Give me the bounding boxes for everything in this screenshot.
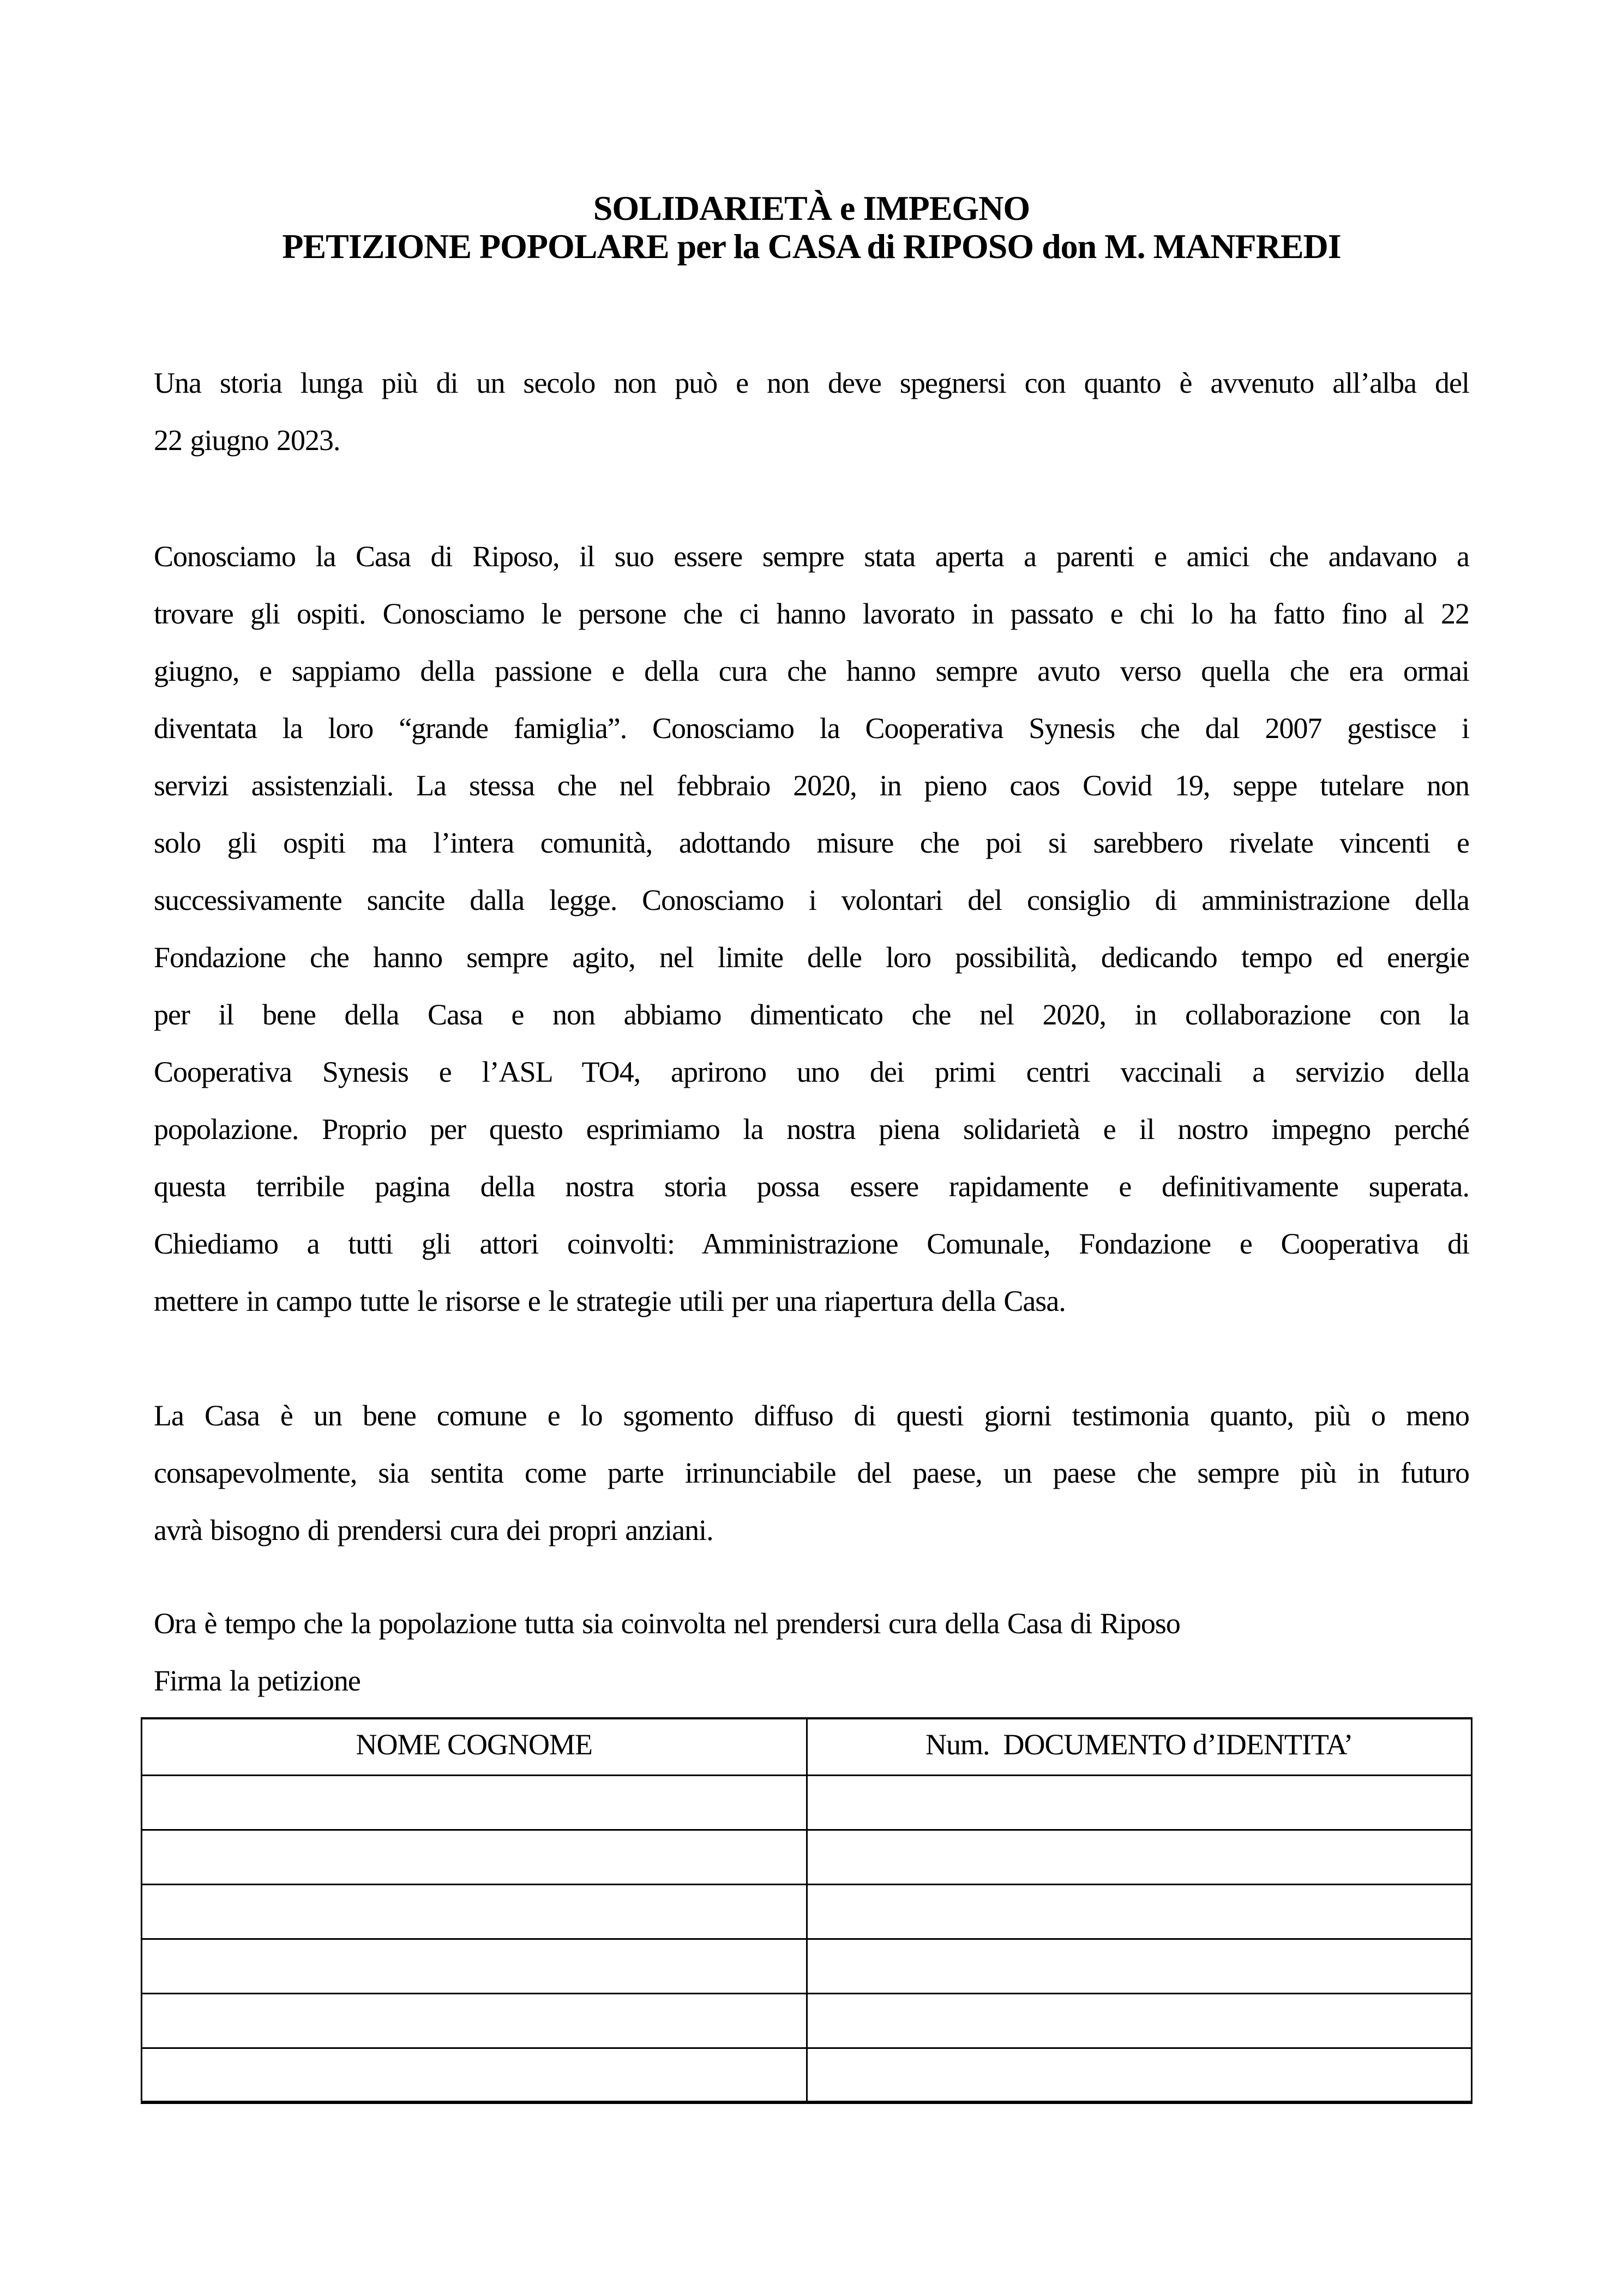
document-title-line-2: PETIZIONE POPOLARE per la CASA di RIPOSO don M. MANFREDI — [282, 227, 1341, 266]
table-header-row — [142, 1718, 1472, 1775]
signature-cell-document — [807, 2048, 1472, 2102]
text-line: 22 giugno 2023. — [154, 424, 340, 457]
text-line: avrà bisogno di prendersi cura dei propri anziani. — [154, 1514, 713, 1546]
text-line: per il bene della Casa e non abbiamo dimenticato che nel 2020, in collaborazione con la — [154, 998, 1469, 1031]
text-line: Fondazione che hanno sempre agito, nel limite delle loro possibilità, dedicando tempo ed energie — [154, 941, 1469, 974]
signature-rows — [142, 1775, 1472, 2102]
text-line: Ora è tempo che la popolazione tutta sia coinvolta nel prendersi cura della Casa di Riposo — [154, 1607, 1180, 1640]
document-title-line-1: SOLIDARIETÀ e IMPEGNO — [593, 189, 1030, 227]
paragraph-main-body — [154, 528, 1469, 1330]
text-line: giugno, e sappiamo della passione e della cura che hanno sempre avuto verso quella che era ormai — [154, 655, 1469, 687]
signature-cell-document — [807, 1939, 1472, 1993]
signature-row — [142, 1884, 1472, 1939]
signature-cell-document — [807, 1775, 1472, 1830]
text-line: Firma la petizione — [154, 1664, 360, 1697]
text-line: Conosciamo la Casa di Riposo, il suo essere sempre stata aperta a parenti e amici che andavano a — [154, 540, 1469, 573]
text-line: servizi assistenziali. La stessa che nel febbraio 2020, in pieno caos Covid 19, seppe tutelare non — [154, 769, 1469, 802]
paragraph-call-to-sign — [154, 1595, 1469, 1710]
text-line: popolazione. Proprio per questo esprimiamo la nostra piena solidarietà e il nostro impegno perché — [154, 1113, 1469, 1146]
signature-cell-name — [142, 2048, 807, 2102]
signature-cell-document — [807, 1830, 1472, 1884]
signature-row — [142, 1775, 1472, 1830]
paragraph-common-good — [154, 1387, 1469, 1559]
column-header-nome-cognome: NOME COGNOME — [142, 1718, 807, 1775]
signature-cell-document — [807, 1884, 1472, 1939]
text-line: trovare gli ospiti. Conosciamo le persone che ci hanno lavorato in passato e chi lo ha fatto fino al 22 — [154, 597, 1469, 630]
signature-cell-name — [142, 1993, 807, 2048]
signature-cell-document — [807, 1993, 1472, 2048]
text-line: solo gli ospiti ma l’intera comunità, adottando misure che poi si sarebbero rivelate vincenti e — [154, 826, 1469, 859]
document-title — [154, 189, 1469, 266]
text-line: successivamente sancite dalla legge. Conosciamo i volontari del consiglio di amministrazione della — [154, 884, 1469, 916]
signature-row — [142, 1830, 1472, 1884]
text-line: consapevolmente, sia sentita come parte irrinunciabile del paese, un paese che sempre più in futuro — [154, 1456, 1469, 1489]
text-line: Una storia lunga più di un secolo non può e non deve spegnersi con quanto è avvenuto all’alba del — [154, 367, 1469, 399]
signature-row — [142, 2048, 1472, 2102]
text-line: La Casa è un bene comune e lo sgomento diffuso di questi giorni testimonia quanto, più o meno — [154, 1399, 1469, 1432]
signature-cell-name — [142, 1884, 807, 1939]
signature-cell-name — [142, 1830, 807, 1884]
text-line: mettere in campo tutte le risorse e le strategie utili per una riapertura della Casa. — [154, 1285, 1066, 1317]
signature-cell-name — [142, 1775, 807, 1830]
paragraph-intro — [154, 355, 1469, 469]
column-header-num-documento-identita: Num. DOCUMENTO d’IDENTITA’ — [807, 1718, 1472, 1775]
text-line: questa terribile pagina della nostra storia possa essere rapidamente e definitivamente superata. — [154, 1170, 1469, 1203]
text-line: Chiediamo a tutti gli attori coinvolti: Amministrazione Comunale, Fondazione e Cooperativa di — [154, 1227, 1469, 1260]
signature-table — [141, 1717, 1472, 2104]
signature-row — [142, 1939, 1472, 1993]
text-line: diventata la loro “grande famiglia”. Conosciamo la Cooperativa Synesis che dal 2007 gestisce i — [154, 712, 1469, 745]
signature-cell-name — [142, 1939, 807, 1993]
signature-row — [142, 1993, 1472, 2048]
text-line: Cooperativa Synesis e l’ASL TO4, aprirono uno dei primi centri vaccinali a servizio della — [154, 1056, 1469, 1088]
